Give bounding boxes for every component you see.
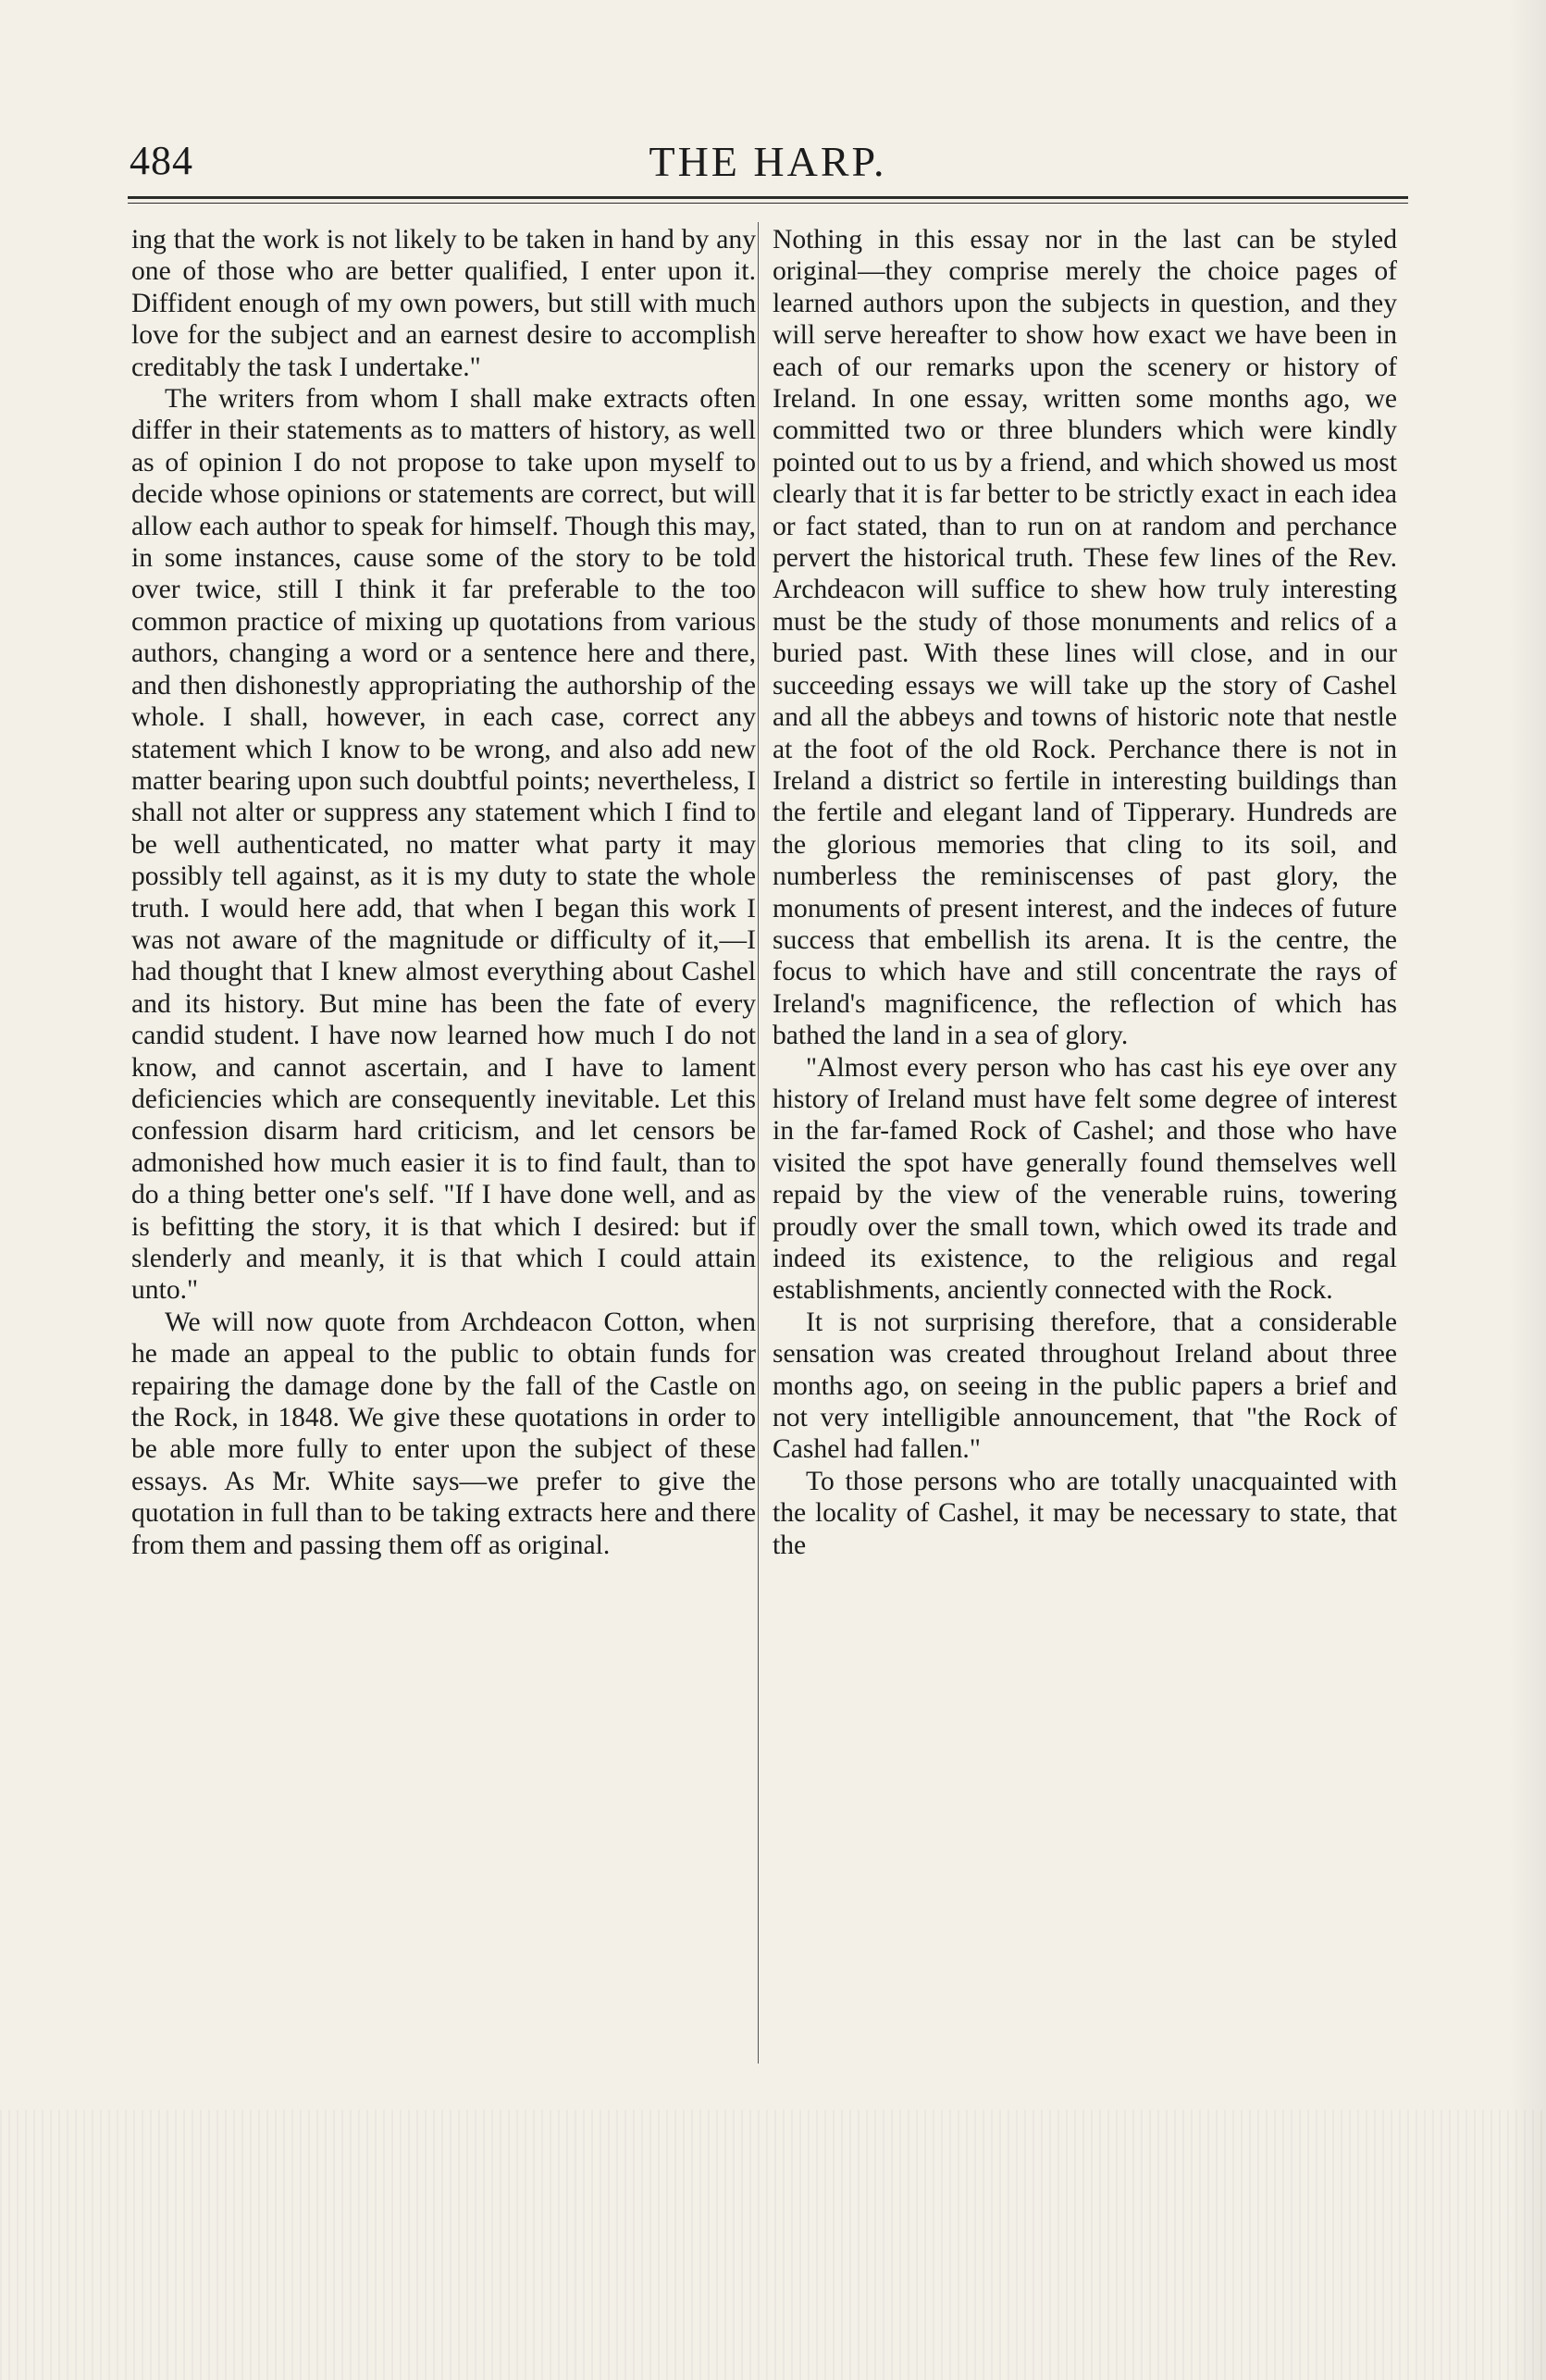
paragraph: ing that the work is not likely to be taken in hand by any one of those who are better qualified, I enter upon it. Diffident enough of my own powers, but still with much love for the subject and an earnest desire to accomplish creditably the task I undertake.": [131, 225, 756, 382]
paragraph: Nothing in this essay nor in the last can be styled original—they comprise merely the choice pages of learned authors upon the subjects in question, and they will serve hereafter to show how exact we have been in each of our remarks upon the scenery or history of Ireland. In one essay, written some months ago, we committed two or three blunders which were kindly pointed out to us by a friend, and which showed us most clearly that it is far better to be strictly exact in each idea or fact stated, than to run on at random and perchance pervert the historical truth. These few lines of the Rev. Archdeacon will suffice to shew how truly interesting must be the study of those monuments and relics of a buried past. With these lines will close, and in our succeeding essays we will take up the story of Cashel and all the abbeys and towns of historic note that nestle at the foot of the old Rock. Perchance there is not in Ireland a district so fertile in interesting buildings than the fertile and elegant land of Tipperary. Hundreds are the glorious memories that cling to its soil, and numberless the reminiscenses of past glory, the monuments of present interest, and the indeces of future success that embellish its arena. It is the centre, the focus to which have and still concentrate the rays of Ireland's magnificence, the reflection of which has bathed the land in a sea of glory.: [773, 225, 1397, 1051]
page-number: 484: [130, 138, 193, 183]
right-column: [773, 224, 1397, 1561]
paragraph: "Almost every person who has cast his eye over any history of Ireland must have felt some degree of interest in the far-famed Rock of Cashel; and those who have visited the spot have generally found themselves well repaid by the view of the venerable ruins, towering proudly over the small town, which owed its trade and indeed its existence, to the religious and regal establishments, anciently connected with the Rock.: [773, 1052, 1397, 1306]
column-divider: [758, 222, 759, 2064]
running-title: THE HARP.: [649, 138, 887, 185]
page-edge-shadow: [1509, 0, 1546, 2380]
paragraph: To those persons who are totally unacquainted with the locality of Cashel, it may be necessary to state, that the: [773, 1466, 1397, 1560]
paragraph: We will now quote from Archdeacon Cotton, when he made an appeal to the public to obtain funds for repairing the damage done by the fall of the Castle on the Rock, in 1848. We give these quotations in order to be able more fully to enter upon the subject of these essays. As Mr. White says—we prefer to give the quotation in full than to be taking extracts here and there from them and passing them off as original.: [131, 1307, 756, 1560]
paragraph: The writers from whom I shall make extracts often differ in their statements as to matters of history, as well as of opinion I do not propose to take upon myself to decide whose opinions or statements are correct, but will allow each author to speak for himself. Though this may, in some instances, cause some of the story to be told over twice, still I think it far preferable to the too common practice of mixing up quotations from various authors, changing a word or a sentence here and there, and then dishonestly appropriating the authorship of the whole. I shall, however, in each case, correct any statement which I know to be wrong, and also add new matter bearing upon such doubtful points; nevertheless, I shall not alter or suppress any statement which I find to be well authenticated, no matter what party it may possibly tell against, as it is my duty to state the whole truth. I would here add, that when I began this work I was not aware of the magnitude or difficulty of it,—I had thought that I knew almost everything about Cashel and its history. But mine has been the fate of every candid student. I have now learned how much I do not know, and cannot ascertain, and I have to lament deficiencies which are consequently inevitable. Let this confession disarm hard criticism, and let censors be admonished how much easier it is to find fault, than to do a thing better one's self. "If I have done well, and as is befitting the story, it is that which I desired: but if slenderly and meanly, it is that which I could attain unto.": [131, 384, 756, 1306]
left-column: [131, 224, 756, 1561]
header-rule: [128, 196, 1408, 199]
page-header: [130, 137, 1406, 192]
paper-texture: [0, 2110, 1546, 2380]
paragraph: It is not surprising therefore, that a considerable sensation was created throughout Ireland about three months ago, on seeing in the public papers a brief and not very intelligible announcement, that "the Rock of Cashel had fallen.": [773, 1307, 1397, 1465]
header-rule-thin: [128, 203, 1408, 204]
